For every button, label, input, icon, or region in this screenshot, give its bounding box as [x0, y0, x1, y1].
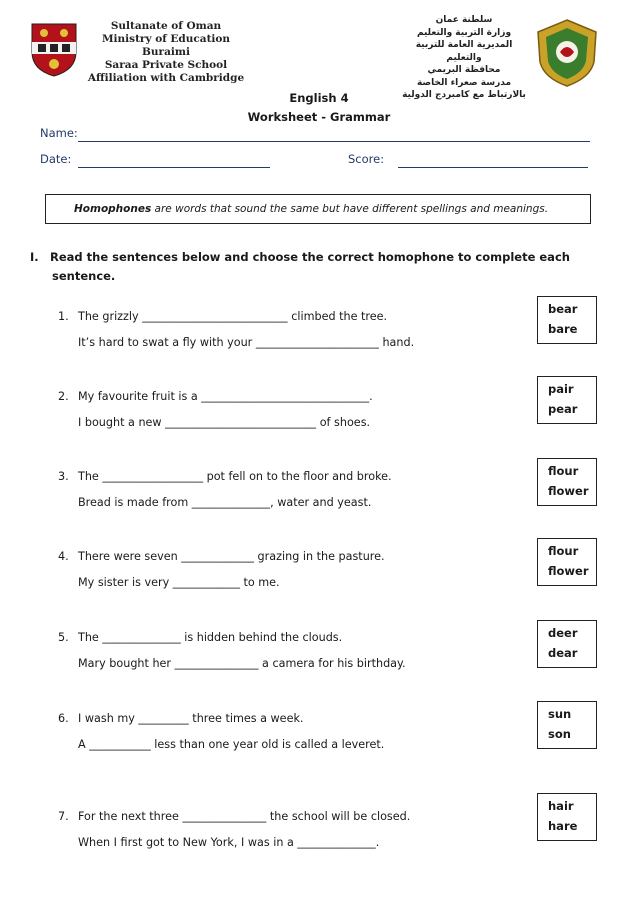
- subject-title: English 4: [289, 91, 349, 105]
- question-sentence-2[interactable]: I bought a new ___________________________ of shoes.: [78, 416, 371, 429]
- school-emblem-logo: [534, 18, 600, 88]
- definition-text: are words that sound the same but have different spellings and meanings.: [151, 203, 549, 215]
- option-word: hare: [548, 819, 578, 833]
- name-field[interactable]: [40, 126, 590, 142]
- question-1: [58, 304, 528, 356]
- school-line: Ministry of Education: [101, 33, 231, 45]
- question-sentence-1[interactable]: There were seven _____________ grazing in the pasture.: [78, 550, 385, 563]
- question-sentence-2[interactable]: Mary bought her _______________ a camera for his birthday.: [78, 657, 406, 670]
- question-3: [58, 464, 528, 516]
- school-line-ar: مدرسة صعراء الخاصة: [416, 77, 512, 88]
- question-sentence-1[interactable]: The grizzly __________________________ climbed the tree.: [78, 310, 388, 323]
- options-box-5: [537, 620, 597, 668]
- score-line[interactable]: [398, 167, 588, 168]
- school-line-ar: وزارة التربية والتعليم: [416, 27, 512, 38]
- options-box-4: [537, 538, 597, 586]
- option-word: hair: [548, 799, 574, 813]
- school-line-ar: المديرية العامة للتربية والتعليم: [415, 40, 513, 63]
- date-line[interactable]: [78, 167, 270, 168]
- date-label: Date:: [40, 152, 72, 166]
- section-numeral: I.: [30, 250, 39, 264]
- question-sentence-1[interactable]: The __________________ pot fell on to the floor and broke.: [78, 470, 392, 483]
- question-number: 5.: [58, 631, 69, 644]
- question-number: 4.: [58, 550, 69, 563]
- name-label: Name:: [40, 126, 78, 140]
- question-number: 2.: [58, 390, 69, 403]
- school-line-ar: بالارتباط مع كامبردج الدولية: [402, 90, 526, 100]
- worksheet-title: Worksheet - Grammar: [247, 110, 391, 124]
- option-word: bear: [548, 302, 578, 316]
- cambridge-crest-logo: [30, 22, 78, 78]
- option-word: sun: [548, 707, 572, 721]
- school-line-ar: سلطنة عمان: [435, 15, 493, 25]
- section-instruction: [30, 248, 590, 286]
- option-word: pear: [548, 402, 578, 416]
- question-sentence-1[interactable]: My favourite fruit is a ______________________________.: [78, 390, 373, 403]
- option-word: flower: [548, 484, 589, 498]
- question-sentence-2[interactable]: A ___________ less than one year old is called a leveret.: [78, 738, 385, 751]
- instruction-line-2: sentence.: [52, 269, 116, 283]
- question-sentence-2[interactable]: My sister is very ____________ to me.: [78, 576, 280, 589]
- option-word: flower: [548, 564, 589, 578]
- option-word: flour: [548, 464, 579, 478]
- option-word: dear: [548, 646, 578, 660]
- options-box-1: [537, 296, 597, 344]
- option-word: pair: [548, 382, 574, 396]
- question-sentence-1[interactable]: The ______________ is hidden behind the clouds.: [78, 631, 343, 644]
- question-sentence-1[interactable]: I wash my _________ three times a week.: [78, 712, 304, 725]
- definition-box: [45, 194, 591, 224]
- school-line: Buraimi: [142, 46, 190, 58]
- question-sentence-2[interactable]: When I first got to New York, I was in a ______________.: [78, 836, 380, 849]
- option-word: son: [548, 727, 571, 741]
- definition-term: Homophones: [74, 203, 152, 215]
- question-7: [58, 804, 528, 856]
- school-name-english: [86, 20, 246, 85]
- options-box-7: [537, 793, 597, 841]
- question-number: 7.: [58, 810, 69, 823]
- question-sentence-2[interactable]: It’s hard to swat a fly with your ______________________ hand.: [78, 336, 415, 349]
- question-sentence-2[interactable]: Bread is made from ______________, water and yeast.: [78, 496, 372, 509]
- question-number: 3.: [58, 470, 69, 483]
- question-number: 6.: [58, 712, 69, 725]
- question-number: 1.: [58, 310, 69, 323]
- question-4: [58, 544, 528, 596]
- options-box-2: [537, 376, 597, 424]
- name-line: [78, 141, 590, 142]
- options-box-3: [537, 458, 597, 506]
- instruction-line-1: Read the sentences below and choose the correct homophone to complete each: [50, 250, 570, 264]
- school-line-ar: محافظة البريمي: [427, 65, 501, 75]
- option-word: bare: [548, 322, 578, 336]
- score-label: Score:: [348, 152, 385, 166]
- question-sentence-1[interactable]: For the next three _______________ the school will be closed.: [78, 810, 411, 823]
- option-word: flour: [548, 544, 579, 558]
- school-line: Affiliation with Cambridge: [87, 72, 245, 84]
- options-box-6: [537, 701, 597, 749]
- school-line: Sultanate of Oman: [110, 20, 222, 32]
- question-6: [58, 706, 528, 758]
- question-2: [58, 384, 528, 436]
- school-name-arabic: [400, 14, 528, 102]
- question-5: [58, 625, 528, 677]
- school-line: Saraa Private School: [104, 59, 228, 71]
- option-word: deer: [548, 626, 578, 640]
